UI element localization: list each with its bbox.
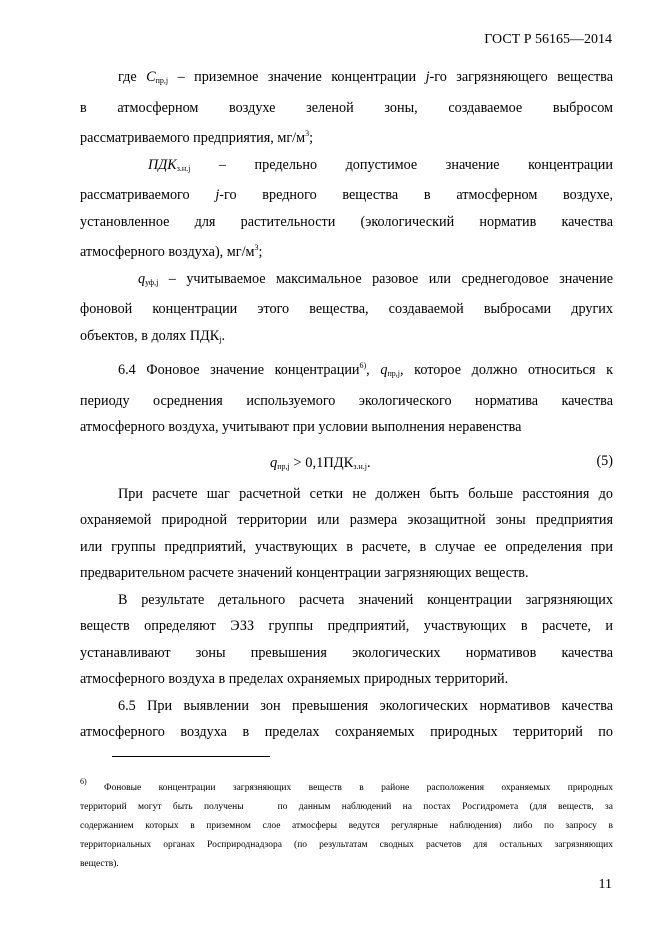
text-line: При расчете шаг расчетной сетки не должен быть больше расстояния до [118,485,613,502]
definition-q-line: $q_{уф,j}$ – учитываемое максимальное разовое или среднегодовое значение [138,270,613,287]
text-line: атмосферного воздуха), $мг/м^3$; [80,243,263,260]
page-number: 11 [598,877,612,892]
footnote-mark: 6) [80,777,87,786]
text-line: атмосферного воздуха, учитывают при условии выполнения неравенства [80,419,522,435]
text-line: периоду осреднения используемого экологического норматива качества [80,392,613,409]
text-line: фоновой концентрации этого вещества, создаваемой выбросами других [80,301,613,317]
footnote-line: содержанием которых в приземном слое атмосферы ведутся регулярные наблюдения) либо по запросу в [80,821,613,831]
text-line: В результате детального расчета значений концентрации загрязняющих [118,591,613,608]
footnote-line: $^{6)}$ Фоновые концентрации загрязняющих веществ в районе расположения охраняемых природных [80,777,613,793]
formula-number: (5) [596,452,613,469]
definition-pdk-line: $ПДК_{з.н.j}$ – предельно допустимое значение концентрации [148,156,613,173]
text-line: предварительном расчете значений концентрации загрязняющих веществ. [80,565,529,581]
section-6-5-line: 6.5 При выявлении зон превышения экологических нормативов качества [118,697,613,714]
footnote [80,772,613,874]
footnote-line: территорий могут быть получены по данным наблюдений на постах Росгидромета (для веществ, за [80,802,613,812]
inequality-formula: $q_{пр,j} > 0,1ПДК_{з.н.j}$. [270,454,371,471]
text-line: устанавливают зоны превышения экологических нормативов качества [80,644,613,661]
section-6-4-line: 6.4 Фоновое значение концентрации$^{6)}$, $q_{пр,j}$, которое должно относиться к [118,361,613,378]
text-line: веществ определяют ЭЗЗ группы предприятий, участвующих в расчете, и [80,618,613,634]
text-line: атмосферного воздуха в пределах сохраняемых природных территорий по [80,724,613,740]
text-line: рассматриваемого j-го вредного вещества в атмосферном воздухе, [80,187,613,203]
text-line: установленное для растительности (экологический норматив качества [80,213,613,230]
footnote-line: территориальных органах Росприроднадзора (по результатам сводных расчетов для остальных загрязняющих [80,840,613,850]
footnote-separator [112,756,270,757]
definition-c-line: где $C_{пр,j}$ – приземное значение концентрации j-го загрязняющего вещества [118,69,613,85]
footnote-line: веществ). [80,859,119,869]
formula-row [80,446,613,476]
body-text [80,64,613,746]
text-line: или группы предприятий, участвующих в расчете, в случае ее определения при [80,538,613,555]
text-line: рассматриваемого предприятия, $мг/м^3$; [80,129,314,146]
text-line: атмосферного воздуха в пределах охраняемых природных территорий. [80,671,509,687]
text-line: в атмосферном воздухе зеленой зоны, создаваемое выбросом [80,99,613,116]
page-header-standard: ГОСТ Р 56165—2014 [484,32,612,47]
text-line: охраняемой природной территории или размера экозащитной зоны предприятия [80,512,613,528]
text-line: объектов, в долях $ПДК_j$. [80,327,225,344]
